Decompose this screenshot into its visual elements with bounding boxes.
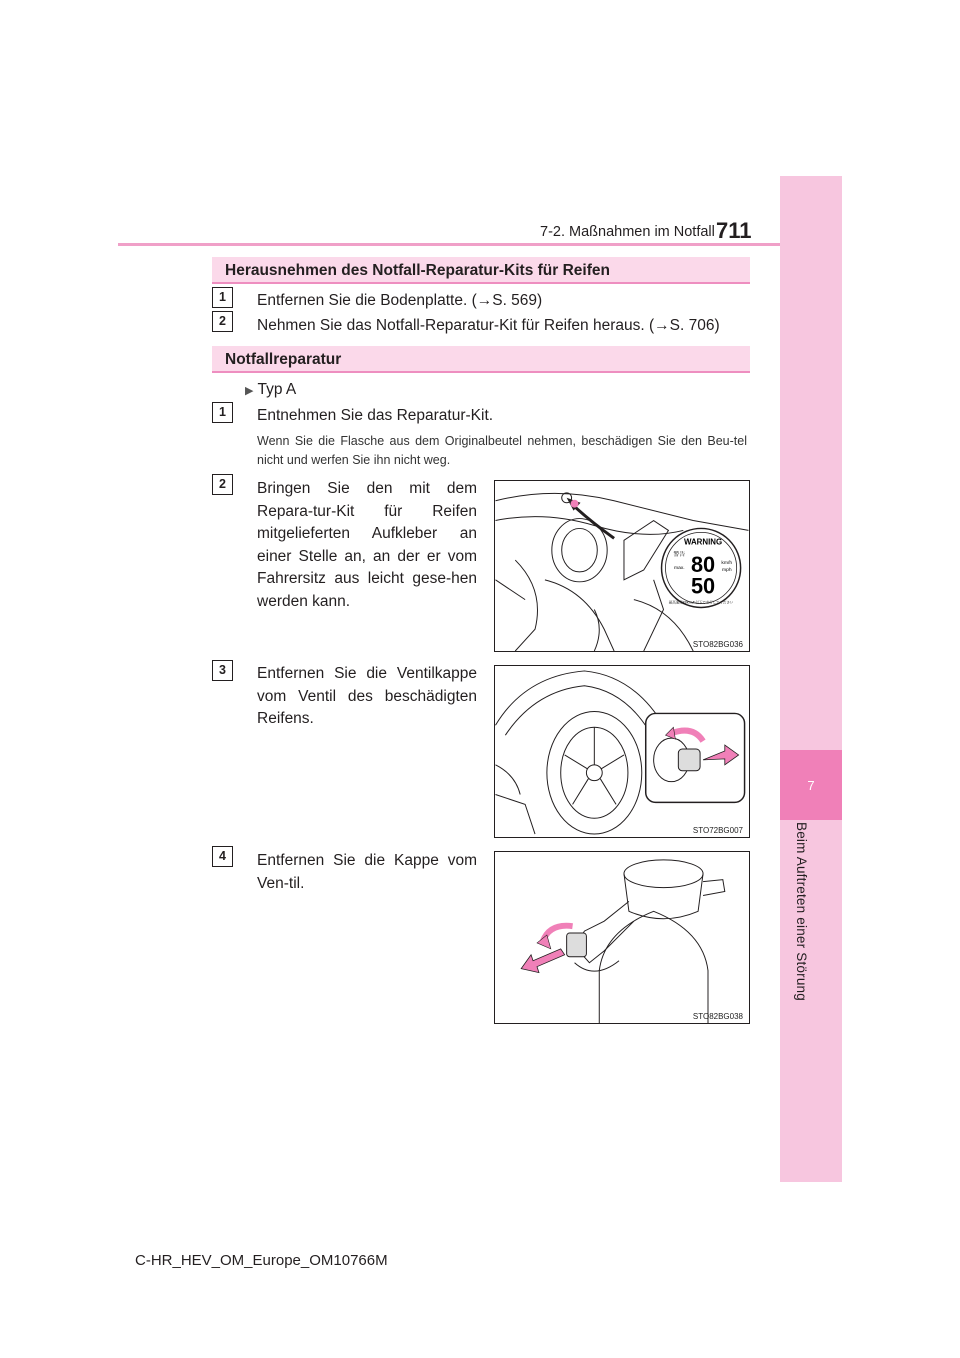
warning-sticker-icon xyxy=(662,528,741,607)
figure-sticker-placement xyxy=(494,480,750,652)
step-note: Wenn Sie die Flasche aus dem Originalbeutel nehmen, beschädigen Sie den Beu-tel nicht und werfen Sie ihn nicht weg. xyxy=(257,434,747,467)
running-header-section: 7-2. Maßnahmen im Notfall xyxy=(540,224,715,240)
car-interior-illustration xyxy=(495,481,749,651)
sticker-unit-1: km/h xyxy=(721,561,733,567)
figure-code: STO82BG038 xyxy=(692,1012,743,1021)
step-number-3: 3 xyxy=(212,660,233,681)
figure-remove-bottle-cap xyxy=(494,851,750,1024)
step-text: Entfernen Sie die Bodenplatte. (→S. 569) xyxy=(257,292,543,309)
sticker-max: max. xyxy=(673,565,685,571)
header-rule xyxy=(118,243,780,246)
page-number: 711 xyxy=(716,218,752,243)
step-text: Entfernen Sie die Ventilkappe vom Ventil des beschädigten Reifens. xyxy=(257,665,477,728)
figure-code: STO72BG007 xyxy=(692,826,743,835)
step-number-4: 4 xyxy=(212,846,233,867)
step-text: Bringen Sie den mit dem Repara-tur-Kit für Reifen mitgelieferten Aufkleber an einer Stelle an, an der er vom Fahrersitz aus leicht gese-hen werden kann. xyxy=(257,480,477,610)
sticker-warning-text: WARNING xyxy=(683,537,723,547)
section-heading-remove-kit: Herausnehmen des Notfall-Reparatur-Kits für Reifen xyxy=(212,257,750,284)
sticker-speed-2: 50 xyxy=(690,573,716,599)
step-text: Entnehmen Sie das Reparatur-Kit. xyxy=(257,407,494,424)
step-text: Entfernen Sie die Kappe vom Ven-til. xyxy=(257,852,477,892)
type-label: Typ A xyxy=(257,381,297,398)
section-heading-emergency-repair: Notfallreparatur xyxy=(212,346,750,373)
figure-code: STO82BG036 xyxy=(692,640,743,649)
side-tab-chapter-title: Beim Auftreten einer Störung xyxy=(794,822,809,1001)
sticker-speed-1: 80 xyxy=(690,551,716,577)
repair-bottle-illustration xyxy=(495,852,749,1023)
sticker-jp-label: 警告 xyxy=(673,551,686,559)
side-tab-strip xyxy=(780,176,842,1182)
footer-document-id: C-HR_HEV_OM_Europe_OM10766M xyxy=(135,1252,388,1269)
type-label-row xyxy=(245,379,296,403)
figure-remove-valve-cap xyxy=(494,665,750,838)
triangle-bullet-icon: ▶ xyxy=(245,385,254,397)
step-text: Nehmen Sie das Notfall-Reparatur-Kit für Reifen heraus. (→S. 706) xyxy=(257,317,720,334)
side-tab-chapter-number: 7 xyxy=(780,750,842,820)
step-number-1: 1 xyxy=(212,402,233,423)
sticker-unit-2: mph xyxy=(721,567,732,573)
step-number-1: 1 xyxy=(212,287,233,308)
sticker-jp-text: 最高速度80km/h以下で走行してください xyxy=(668,600,734,605)
step-number-2: 2 xyxy=(212,311,233,332)
wheel-illustration xyxy=(495,666,749,837)
step-number-2: 2 xyxy=(212,474,233,495)
